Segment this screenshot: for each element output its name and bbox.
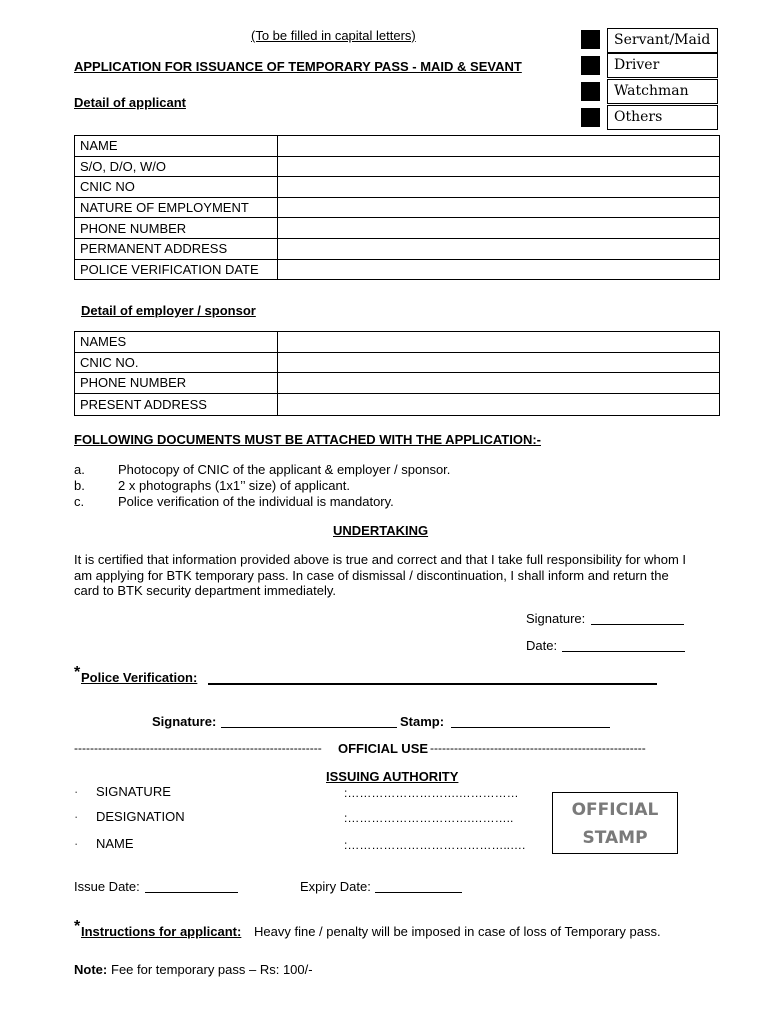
police-signature-line[interactable]: [221, 727, 397, 728]
table-row: [75, 156, 720, 177]
applicant-police-date-input[interactable]: [278, 259, 720, 280]
undertaking-heading: UNDERTAKING: [333, 523, 429, 538]
document-item: Photocopy of CNIC of the applicant & employer / sponsor.: [118, 462, 451, 477]
employer-address-input[interactable]: [278, 393, 720, 415]
field-label: POLICE VERIFICATION DATE: [75, 259, 278, 280]
field-label: PERMANENT ADDRESS: [75, 238, 278, 259]
field-label: PHONE NUMBER: [75, 218, 278, 239]
issue-date-label: Issue Date:: [74, 879, 140, 894]
fill-instruction: (To be filled in capital letters): [251, 28, 416, 43]
applicant-address-input[interactable]: [278, 238, 720, 259]
table-row: [75, 197, 720, 218]
employer-names-input[interactable]: [278, 332, 720, 353]
field-label: PRESENT ADDRESS: [75, 393, 278, 415]
applicant-employment-input[interactable]: [278, 197, 720, 218]
authority-designation-label: DESIGNATION: [96, 809, 185, 824]
applicant-phone-input[interactable]: [278, 218, 720, 239]
table-row: [75, 218, 720, 239]
field-label: NATURE OF EMPLOYMENT: [75, 197, 278, 218]
undertaking-text-line: It is certified that information provided above is true and correct and that I take full responsibility for whom I: [74, 552, 687, 567]
table-row: [75, 373, 720, 394]
field-label: PHONE NUMBER: [75, 373, 278, 394]
expiry-date-line[interactable]: [375, 892, 462, 893]
stamp-text: OFFICIAL: [571, 800, 659, 820]
bullet: ·: [74, 836, 79, 851]
bullet: ·: [74, 784, 79, 799]
authority-signature-label: SIGNATURE: [96, 784, 171, 799]
field-label: NAMES: [75, 332, 278, 353]
table-row: [75, 136, 720, 157]
employer-cnic-input[interactable]: [278, 352, 720, 373]
issuing-authority-heading: ISSUING AUTHORITY: [326, 769, 459, 784]
table-row: [75, 352, 720, 373]
applicant-name-input[interactable]: [278, 136, 720, 157]
document-item: Police verification of the individual is mandatory.: [118, 494, 394, 509]
authority-name-dots[interactable]: :…………………………………..….: [344, 838, 526, 852]
police-verification-label: Police Verification:: [81, 670, 198, 685]
police-stamp-line[interactable]: [451, 727, 610, 728]
note-text: Fee for temporary pass – Rs: 100/-: [111, 962, 313, 977]
official-use-label: OFFICIAL USE: [338, 741, 429, 756]
documents-heading: FOLLOWING DOCUMENTS MUST BE ATTACHED WITH THE APPLICATION:-: [74, 432, 541, 447]
applicant-date-line[interactable]: [562, 651, 685, 652]
applicant-table: [74, 135, 720, 280]
undertaking-text-line: am applying for BTK temporary pass. In case of dismissal / discontinuation, I shall inform and return the: [74, 568, 669, 583]
police-signature-label: Signature:: [152, 714, 217, 729]
issue-date-line[interactable]: [145, 892, 238, 893]
table-row: [75, 177, 720, 198]
table-row: [75, 332, 720, 353]
table-row: [75, 259, 720, 280]
authority-signature-dots[interactable]: :……………………….……………: [344, 786, 519, 800]
applicant-signature-label: Signature:: [526, 611, 586, 626]
police-asterisk: *: [74, 664, 81, 681]
document-item: 2 x photographs (1x1’’ size) of applicant.: [118, 478, 350, 493]
expiry-date-label: Expiry Date:: [300, 879, 371, 894]
applicant-relation-input[interactable]: [278, 156, 720, 177]
undertaking-text-line: card to BTK security department immediately.: [74, 583, 337, 598]
table-row: [75, 238, 720, 259]
field-label: NAME: [75, 136, 278, 157]
field-label: S/O, D/O, W/O: [75, 156, 278, 177]
field-label: CNIC NO: [75, 177, 278, 198]
category-checkbox-others[interactable]: [581, 108, 600, 127]
police-stamp-label: Stamp:: [400, 714, 445, 729]
category-checkbox-servant-maid[interactable]: [581, 30, 600, 49]
bullet: ·: [74, 809, 79, 824]
instructions-label: Instructions for applicant:: [81, 924, 242, 939]
document-marker: b.: [74, 478, 85, 493]
field-label: CNIC NO.: [75, 352, 278, 373]
category-checkbox-watchman[interactable]: [581, 82, 600, 101]
official-divider-left: --------------------------------------------------------------: [74, 741, 322, 755]
category-option-watchman[interactable]: Watchman: [607, 79, 718, 104]
instructions-text: Heavy fine / penalty will be imposed in case of loss of Temporary pass.: [254, 924, 661, 939]
category-option-driver[interactable]: Driver: [607, 53, 718, 78]
table-row: [75, 393, 720, 415]
form-title: APPLICATION FOR ISSUANCE OF TEMPORARY PASS - MAID & SEVANT: [74, 59, 522, 74]
employer-table: [74, 331, 720, 416]
police-verification-line[interactable]: [208, 683, 657, 685]
document-marker: a.: [74, 462, 85, 477]
applicant-heading: Detail of applicant: [74, 95, 186, 110]
employer-phone-input[interactable]: [278, 373, 720, 394]
employer-heading: Detail of employer / sponsor: [81, 303, 256, 318]
applicant-signature-line[interactable]: [591, 624, 684, 625]
authority-designation-dots[interactable]: :………………………….………..: [344, 811, 514, 825]
applicant-date-label: Date:: [526, 638, 558, 653]
instructions-asterisk: *: [74, 918, 81, 935]
authority-name-label: NAME: [96, 836, 134, 851]
document-marker: c.: [74, 494, 85, 509]
official-divider-right: ------------------------------------------------------: [430, 741, 646, 755]
official-stamp-box: [552, 792, 678, 854]
category-option-others[interactable]: Others: [607, 105, 718, 130]
category-checkbox-driver[interactable]: [581, 56, 600, 75]
note-label: Note:: [74, 962, 108, 977]
applicant-cnic-input[interactable]: [278, 177, 720, 198]
category-option-servant-maid[interactable]: Servant/Maid: [607, 28, 718, 53]
stamp-text: STAMP: [582, 828, 648, 848]
